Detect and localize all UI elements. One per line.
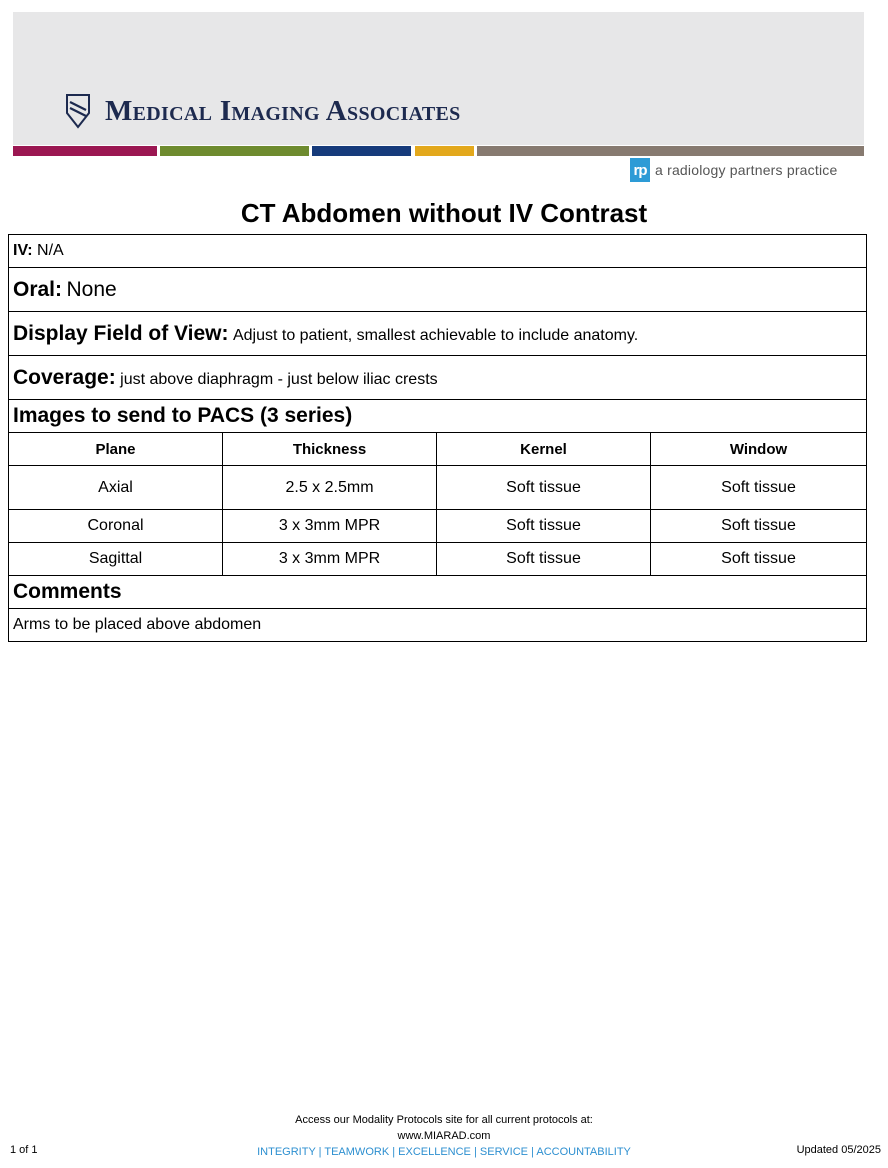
table-row: [9, 466, 867, 510]
cell-window: Soft tissue: [651, 543, 867, 576]
comments-text: Arms to be placed above abdomen: [9, 609, 867, 642]
cell-window: Soft tissue: [651, 510, 867, 543]
updated-date: Updated 05/2025: [796, 1144, 881, 1156]
stripe-olive: [160, 146, 309, 156]
col-plane: Plane: [9, 433, 223, 466]
tagline-text: a radiology partners practice: [655, 162, 838, 178]
dfov-row: [9, 312, 867, 356]
coverage-row: [9, 356, 867, 400]
coverage-value: just above diaphragm - just below iliac crests: [120, 370, 438, 388]
iv-row: [9, 235, 867, 268]
series-header-row: [9, 433, 867, 466]
col-window: Window: [651, 433, 867, 466]
stripe-maroon: [13, 146, 157, 156]
stripe-blue: [312, 146, 411, 156]
rp-logo-icon: rp: [630, 158, 650, 182]
col-thickness: Thickness: [223, 433, 437, 466]
cell-thickness: 3 x 3mm MPR: [223, 510, 437, 543]
cell-window: Soft tissue: [651, 466, 867, 510]
cell-plane: Sagittal: [9, 543, 223, 576]
org-logo: [65, 93, 461, 129]
table-row: [9, 510, 867, 543]
footer-line1: Access our Modality Protocols site for all current protocols at:: [295, 1114, 593, 1126]
oral-value: None: [66, 277, 117, 301]
value-separator: |: [531, 1146, 534, 1158]
value-item: INTEGRITY: [257, 1146, 316, 1158]
dfov-label: Display Field of View:: [13, 321, 229, 345]
value-separator: |: [473, 1146, 477, 1158]
table-row: [9, 543, 867, 576]
value-item: TEAMWORK: [324, 1146, 390, 1158]
coverage-label: Coverage:: [13, 365, 116, 389]
cell-plane: Axial: [9, 466, 223, 510]
value-separator: |: [392, 1146, 396, 1158]
value-item: EXCELLENCE: [398, 1146, 471, 1158]
stripe-gold: [415, 146, 474, 156]
images-heading: Images to send to PACS (3 series): [9, 400, 867, 433]
protocol-table: [8, 234, 867, 642]
partner-tagline: [630, 158, 837, 182]
page-title: CT Abdomen without IV Contrast: [240, 198, 648, 228]
images-heading-row: [9, 400, 867, 433]
value-item: ACCOUNTABILITY: [536, 1146, 631, 1158]
oral-label: Oral:: [13, 277, 63, 301]
shield-logo-icon: [65, 93, 91, 129]
iv-value: N/A: [37, 242, 64, 259]
cell-thickness: 3 x 3mm MPR: [223, 543, 437, 576]
cell-plane: Coronal: [9, 510, 223, 543]
footer-info: [0, 1112, 888, 1160]
cell-thickness: 2.5 x 2.5mm: [223, 466, 437, 510]
org-name: Medical Imaging Associates: [105, 94, 461, 127]
dfov-value: Adjust to patient, smallest achievable to include anatomy.: [232, 326, 639, 344]
cell-kernel: Soft tissue: [437, 466, 651, 510]
core-values: [0, 1144, 888, 1160]
comments-heading: Comments: [9, 576, 867, 609]
oral-row: [9, 268, 867, 312]
cell-kernel: Soft tissue: [437, 543, 651, 576]
cell-kernel: Soft tissue: [437, 510, 651, 543]
comments-row: [9, 609, 867, 642]
value-separator: |: [318, 1146, 322, 1158]
page-number: 1 of 1: [10, 1144, 38, 1156]
col-kernel: Kernel: [437, 433, 651, 466]
value-item: SERVICE: [479, 1146, 528, 1158]
iv-label: IV:: [13, 242, 33, 259]
stripe-taupe: [477, 146, 864, 156]
comments-heading-row: [9, 576, 867, 609]
footer-website: www.MIARAD.com: [397, 1130, 491, 1142]
